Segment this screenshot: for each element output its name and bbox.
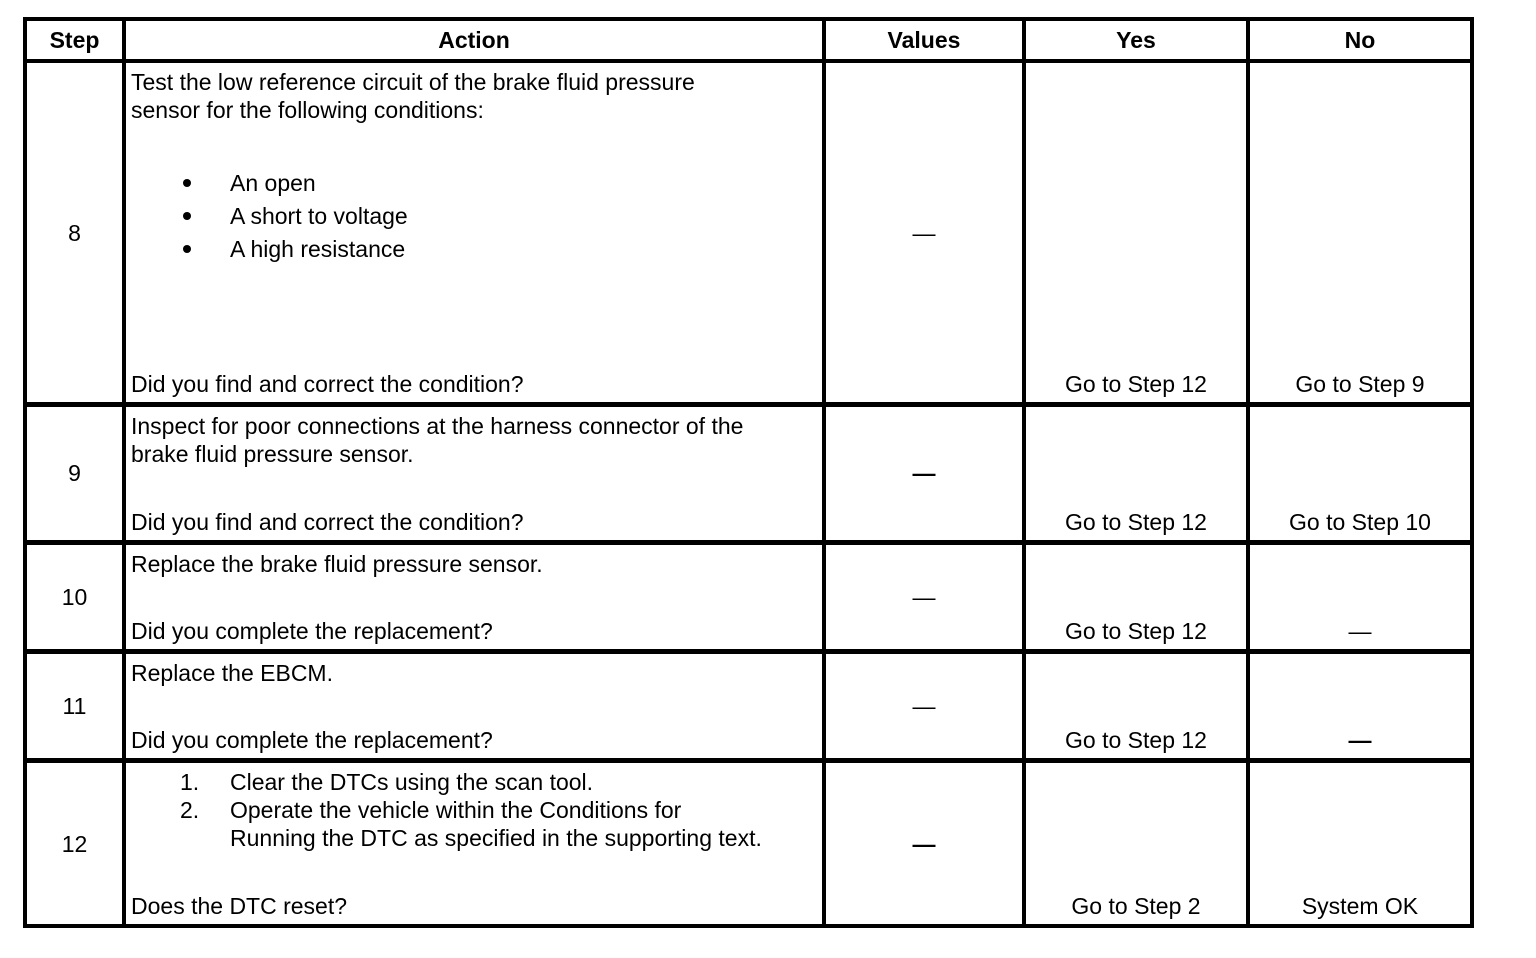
yes-cell: Go to Step 12 — [1065, 727, 1207, 753]
header-values: Values — [887, 27, 961, 53]
bullet-icon — [183, 179, 191, 187]
no-cell: — — [1348, 618, 1372, 644]
yes-cell: Go to Step 12 — [1065, 618, 1207, 644]
action-text: Replace the EBCM. — [131, 660, 333, 686]
list-number: 2. — [180, 797, 200, 823]
table-rule — [23, 649, 1474, 654]
list-item: A short to voltage — [230, 203, 408, 229]
yes-cell: Go to Step 12 — [1065, 509, 1207, 535]
list-item: Clear the DTCs using the scan tool. — [230, 769, 594, 795]
table-rule — [1246, 17, 1250, 928]
table-rule — [23, 758, 1474, 763]
table-rule — [23, 17, 1474, 21]
table-rule — [23, 924, 1474, 928]
table-rule — [122, 17, 126, 928]
header-step: Step — [49, 27, 100, 53]
action-text: brake fluid pressure sensor. — [131, 441, 414, 467]
action-question: Did you complete the replacement? — [131, 727, 493, 753]
yes-cell: Go to Step 12 — [1065, 371, 1207, 397]
action-text: Replace the brake fluid pressure sensor. — [131, 551, 543, 577]
values-cell: — — [912, 220, 936, 246]
values-cell: — — [912, 693, 936, 719]
values-cell: — — [912, 584, 936, 610]
action-question: Did you find and correct the condition? — [131, 371, 524, 397]
header-action: Action — [438, 27, 510, 53]
no-cell: — — [1348, 727, 1372, 753]
table-rule — [23, 540, 1474, 545]
header-no: No — [1344, 27, 1376, 53]
table-rule — [23, 402, 1474, 407]
action-question: Did you find and correct the condition? — [131, 509, 524, 535]
action-question: Did you complete the replacement? — [131, 618, 493, 644]
step-number: 11 — [62, 693, 87, 719]
header-yes: Yes — [1116, 27, 1156, 53]
action-text: Test the low reference circuit of the brake fluid pressure — [131, 69, 695, 95]
list-item: An open — [230, 170, 316, 196]
list-number: 1. — [180, 769, 200, 795]
list-item: A high resistance — [230, 236, 406, 262]
no-cell: Go to Step 10 — [1289, 509, 1431, 535]
step-number: 9 — [68, 460, 81, 486]
table-rule — [1022, 17, 1026, 928]
step-number: 8 — [68, 220, 81, 246]
list-item: Running the DTC as specified in the supporting text. — [230, 825, 762, 851]
action-text: Inspect for poor connections at the harness connector of the — [131, 413, 744, 439]
step-number: 12 — [61, 831, 88, 857]
step-number: 10 — [61, 584, 88, 610]
action-text: sensor for the following conditions: — [131, 97, 484, 123]
no-cell: System OK — [1301, 893, 1419, 919]
no-cell: Go to Step 9 — [1295, 371, 1425, 397]
values-cell: — — [912, 460, 936, 486]
action-question: Does the DTC reset? — [131, 893, 348, 919]
table-rule — [1470, 17, 1474, 928]
yes-cell: Go to Step 2 — [1071, 893, 1201, 919]
bullet-icon — [183, 212, 191, 220]
list-item: Operate the vehicle within the Conditions for — [230, 797, 682, 823]
values-cell: — — [912, 831, 936, 857]
bullet-icon — [183, 245, 191, 253]
